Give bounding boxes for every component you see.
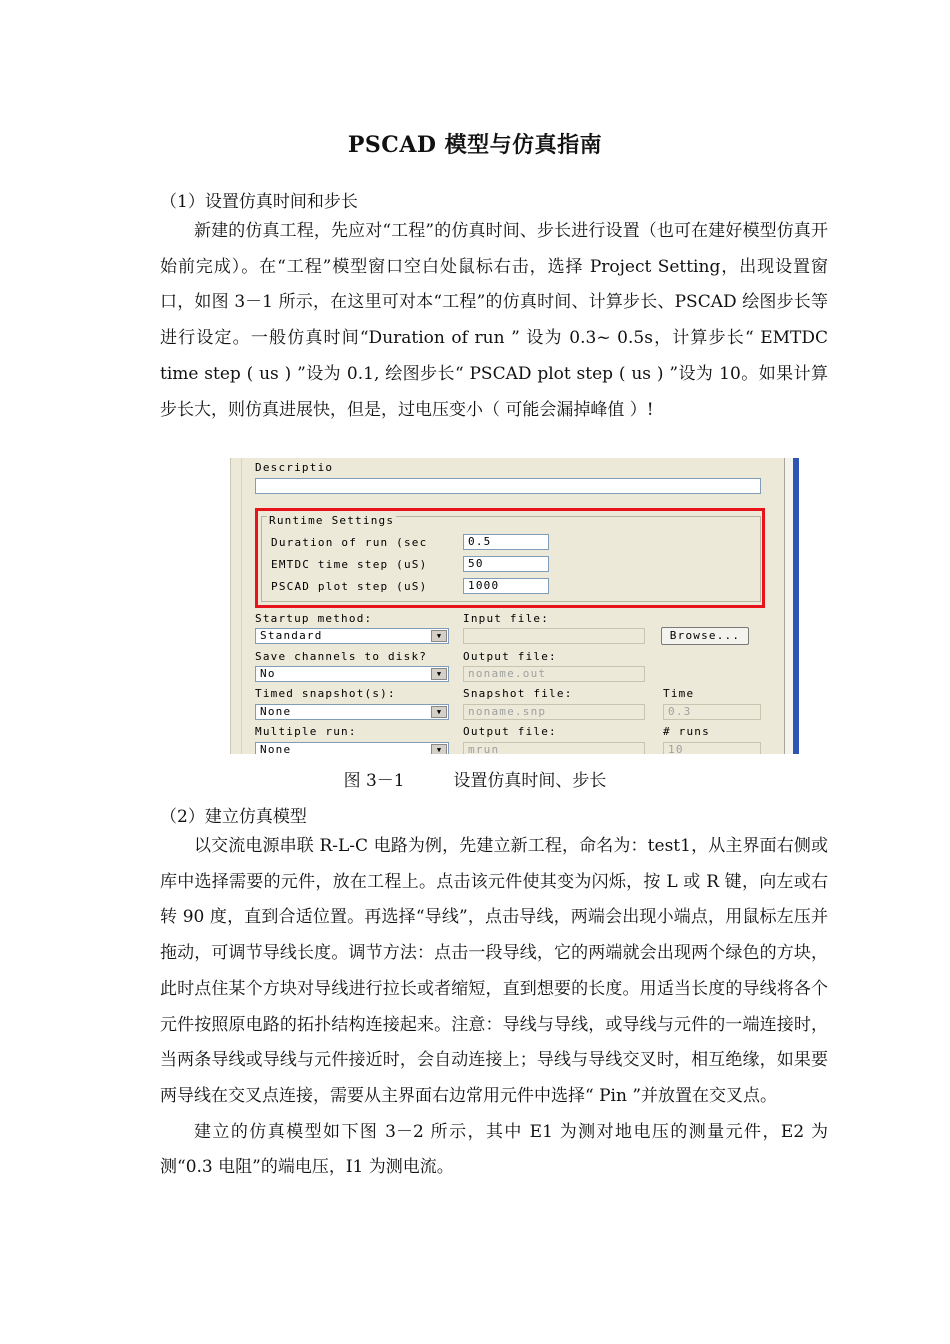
- snapshot-file-label: Snapshot file:: [463, 687, 573, 700]
- multiple-run-select[interactable]: [255, 742, 449, 754]
- output-file2-label: Output file:: [463, 725, 557, 738]
- save-channels-select[interactable]: [255, 666, 449, 682]
- timestep-label: EMTDC time step (uS): [271, 558, 428, 571]
- input-file-input[interactable]: [463, 628, 645, 644]
- section-2-text-1: 以交流电源串联 R-L-C 电路为例，先建立新工程，命名为：test1，从主界面右侧或库中选择需要的元件，放在工程上。点击该元件使其变为闪烁，按 L 或 R 键，向左或右转 90 度，直到合适位置。再选择“导线”，点击导线，两端会出现小端点，用鼠标左压并拖动，可调节导线长度。调节方法：点击一段导线，它的两端就会出现两个绿色的方块，此时点住某个方块对导线进行拉长或者缩短，直到想要的长度。用适当长度的导线将各个元件按照原电路的拓扑结构连接起来。注意：导线与导线，或导线与元件的一端连接时，当两条导线或导线与元件接近时，会自动连接上；导线与导线交叉时，相互绝缘，如果要两导线在交叉点连接，需要从主界面右边常用元件中选择“ Pin ”并放置在交叉点。: [160, 836, 828, 1106]
- multiple-run-value: None: [260, 743, 292, 754]
- chevron-down-icon[interactable]: ▼: [431, 744, 447, 754]
- section-1-paragraph: [160, 214, 828, 428]
- multiple-run-label: Multiple run:: [255, 725, 357, 738]
- scrollbar-track[interactable]: [784, 458, 793, 754]
- startup-method-select[interactable]: [255, 628, 449, 644]
- section-2-heading: （2）建立仿真模型: [160, 807, 307, 827]
- section-1-heading: （1）设置仿真时间和步长: [160, 192, 358, 212]
- startup-method-value: Standard: [260, 629, 323, 642]
- time-label: Time: [663, 687, 695, 700]
- duration-label: Duration of run (sec: [271, 536, 428, 549]
- timestep-input[interactable]: 50: [463, 556, 549, 572]
- section-2-text-2: 建立的仿真模型如下图 3－2 所示，其中 E1 为测对地电压的测量元件，E2 为测“0.3 电阻”的端电压，I1 为测电流。: [160, 1121, 828, 1178]
- timed-snapshot-select[interactable]: [255, 704, 449, 720]
- output-file-label: Output file:: [463, 650, 557, 663]
- timed-snapshot-value: None: [260, 705, 292, 718]
- chevron-down-icon[interactable]: ▼: [431, 706, 447, 718]
- project-settings-screenshot: [230, 458, 799, 754]
- output-file2-input[interactable]: mrun: [463, 742, 645, 754]
- figure-number: 图 3－1: [343, 771, 405, 791]
- snapshot-file-input[interactable]: noname.snp: [463, 704, 645, 720]
- page-title: PSCAD 模型与仿真指南: [347, 132, 603, 158]
- startup-method-label: Startup method:: [255, 612, 373, 625]
- save-channels-value: No: [260, 667, 276, 680]
- section-2-paragraphs: [160, 829, 828, 1186]
- section-1-text: 新建的仿真工程，先应对“工程”的仿真时间、步长进行设置（也可在建好模型仿真开始前完成）。在“工程”模型窗口空白处鼠标右击，选择 Project Setting，出现设置窗口，如图 3－1 所示，在这里可对本“工程”的仿真时间、计算步长、PSCAD 绘图步长等进行设定。一般仿真时间“Duration of run ” 设为 0.3~ 0.5s，计算步长“ EMTDC time step ( us ) ”设为 0.1, 绘图步长“ PSCAD plot step ( us ) ”设为 10。如果计算步长大，则仿真进展快，但是，过电压变小（ 可能会漏掉峰值 ）!: [160, 221, 828, 420]
- figure-caption-text: 设置仿真时间、步长: [453, 771, 607, 791]
- chevron-down-icon[interactable]: ▼: [431, 668, 447, 680]
- chevron-down-icon[interactable]: ▼: [431, 630, 447, 642]
- description-label: Descriptio: [255, 461, 334, 474]
- figure-caption: [0, 766, 950, 791]
- input-file-label: Input file:: [463, 612, 550, 625]
- time-input[interactable]: 0.3: [663, 704, 761, 720]
- plotstep-label: PSCAD plot step (uS): [271, 580, 428, 593]
- runtime-settings-label: Runtime Settings: [269, 514, 395, 527]
- runs-label: # runs: [663, 725, 710, 738]
- duration-input[interactable]: 0.5: [463, 534, 549, 550]
- window-border: [793, 458, 799, 754]
- plotstep-input[interactable]: 1000: [463, 578, 549, 594]
- output-file-input[interactable]: noname.out: [463, 666, 645, 682]
- browse-button[interactable]: Browse...: [661, 627, 749, 645]
- timed-snapshot-label: Timed snapshot(s):: [255, 687, 396, 700]
- description-input[interactable]: [255, 478, 761, 494]
- runs-input[interactable]: 10: [663, 742, 761, 754]
- save-channels-label: Save channels to disk?: [255, 650, 428, 663]
